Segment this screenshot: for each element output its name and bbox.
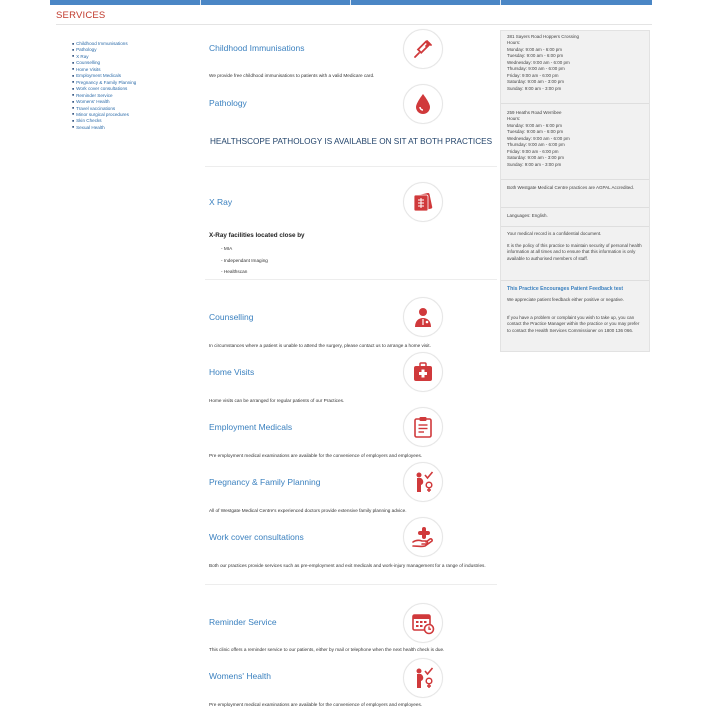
service-title-pregnancy: Pregnancy & Family Planning [209,477,321,487]
section-divider [205,279,497,280]
page-title: SERVICES [56,10,106,21]
medical-bag-icon [403,352,443,392]
service-nav-link[interactable]: ■ Minor surgical procedures [72,112,136,118]
privacy-policy-text: It is the policy of this practice to maintain security of personal health information at all times and to ensure that this information is only available to authorised members of staff. [507,243,642,261]
service-nav-link[interactable]: ■ Womens' Health [72,99,136,105]
sidebar-divider [501,207,649,208]
feedback-heading[interactable]: This Practice Encourages Patient Feedback test [507,286,624,292]
service-desc-workcover: Both our practices provide services such as pre-employment and exit medicals and work-injury management for a range of industries. [209,563,486,568]
service-nav-link[interactable]: ■ Travel vaccinations [72,106,136,112]
service-nav-link[interactable]: ■ Childhood Immunisations [72,41,136,47]
service-nav-link[interactable]: ■ Pregnancy & Family Planning [72,80,136,86]
xray-facilities-heading: X-Ray facilities located close by [209,232,305,239]
blood-drop-icon [403,84,443,124]
service-nav-list [72,41,136,131]
service-nav-link[interactable]: ■ Pathology [72,47,136,53]
service-title-reminder: Reminder Service [209,617,277,627]
service-title-counselling: Counselling [209,312,254,322]
list-item: - Healthscan [221,269,248,274]
hoppers-crossing-hours: 381 Sayers Road Hoppers Crossing Hours: Monday: 9:00 am - 6:00 pm Tuesday: 9:00 am - 6:00 pm Wednesday: 9:00 am - 6:00 pm Thursday: 9:00 am - 6:00 pm Friday: 9:00 am - 6:00 pm Saturday: 9:00 am - 3:00 pm Sunday: 9:00 am - 3:00 pm [507,34,580,91]
female-health-icon [403,658,443,698]
complaints-text: If you have a problem or complaint you wish to take up, you can contact the Practice Manager within the practice or you may prefer to contact the Health Services Commissioner on 1800 136 066. [507,315,640,333]
top-nav-bar [50,0,652,5]
service-desc-womens: Pre employment medical examinations are available for the convenience of employers and employees. [209,702,423,707]
service-nav-link[interactable]: ■ Counselling [72,60,136,66]
pregnancy-icon [403,462,443,502]
service-title-workcover: Work cover consultations [209,532,304,542]
practice-info-sidebar [500,30,650,352]
service-nav-link[interactable]: ■ X Ray [72,54,136,60]
service-title-employment: Employment Medicals [209,422,293,432]
service-nav-link[interactable]: ■ Reminder Service [72,93,136,99]
service-title-home-visits: Home Visits [209,367,255,377]
xray-facilities-list [221,243,268,278]
section-divider [205,166,497,167]
list-item: - MIA [221,246,233,251]
service-desc-counselling: In circumstances where a patient is unable to attend the surgery, please contact us to arrange a home visit. [209,343,431,348]
privacy-text: Your medical record is a confidential document. [507,231,602,236]
counsellor-icon [403,297,443,337]
service-nav-link[interactable]: ■ Home Visits [72,67,136,73]
service-nav-link[interactable]: ■ Skin Checks [72,118,136,124]
sidebar-divider [501,179,649,180]
service-title-pathology: Pathology [209,98,247,108]
service-title-immunisations: Childhood Immunisations [209,43,305,53]
service-nav-link[interactable]: ■ Sexual Health [72,125,136,131]
clipboard-icon [403,407,443,447]
title-divider [56,24,652,25]
list-item: - Independant Imaging [221,257,268,263]
werribee-hours: 259 Heaths Road Werribee Hours: Monday: 9:00 am - 6:00 pm Tuesday: 9:00 am - 6:00 pm Wednesday: 9:00 am - 6:00 pm Thursday: 9:00 am - 6:00 pm Friday: 9:00 am - 6:00 pm Saturday: 9:00 am - 3:00 pm Sunday: 9:00 am - 3:00 pm [507,110,570,167]
service-title-womens: Womens' Health [209,671,271,681]
sidebar-divider [501,226,649,227]
service-desc-pregnancy: All of Westgate Medical Centre's experienced doctors provide extensive family planning advice. [209,508,407,513]
sidebar-divider [501,103,649,104]
section-divider [205,584,497,585]
hand-care-icon [403,517,443,557]
pathology-banner: HEALTHSCOPE PATHOLOGY IS AVAILABLE ON SIT AT BOTH PRACTICES [209,137,493,146]
service-desc-reminder: This clinic offers a reminder service to our patients, either by mail or telephone when the next health check is due. [209,647,445,652]
feedback-text: We appreciate patient feedback either positive or negative. [507,297,624,302]
service-desc-immunisations: We provide free childhood immunisations to patients with a valid Medicare card. [209,73,375,78]
xray-film-icon [403,182,443,222]
calendar-clock-icon [403,603,443,643]
service-desc-home-visits: Home visits can be arranged for regular patients of our Practices. [209,398,345,403]
service-desc-employment: Pre employment medical examinations are available for the convenience of employers and employees. [209,453,423,458]
service-nav-link[interactable]: ■ Work cover consultations [72,86,136,92]
sidebar-divider [501,280,649,281]
service-title-xray: X Ray [209,197,233,207]
accreditation-text: Both Westgate Medical Centre practices are AGPAL Accredited. [507,185,634,190]
languages-text: Languages: English. [507,213,548,218]
syringe-icon [403,29,443,69]
service-nav-link[interactable]: ■ Employment Medicals [72,73,136,79]
